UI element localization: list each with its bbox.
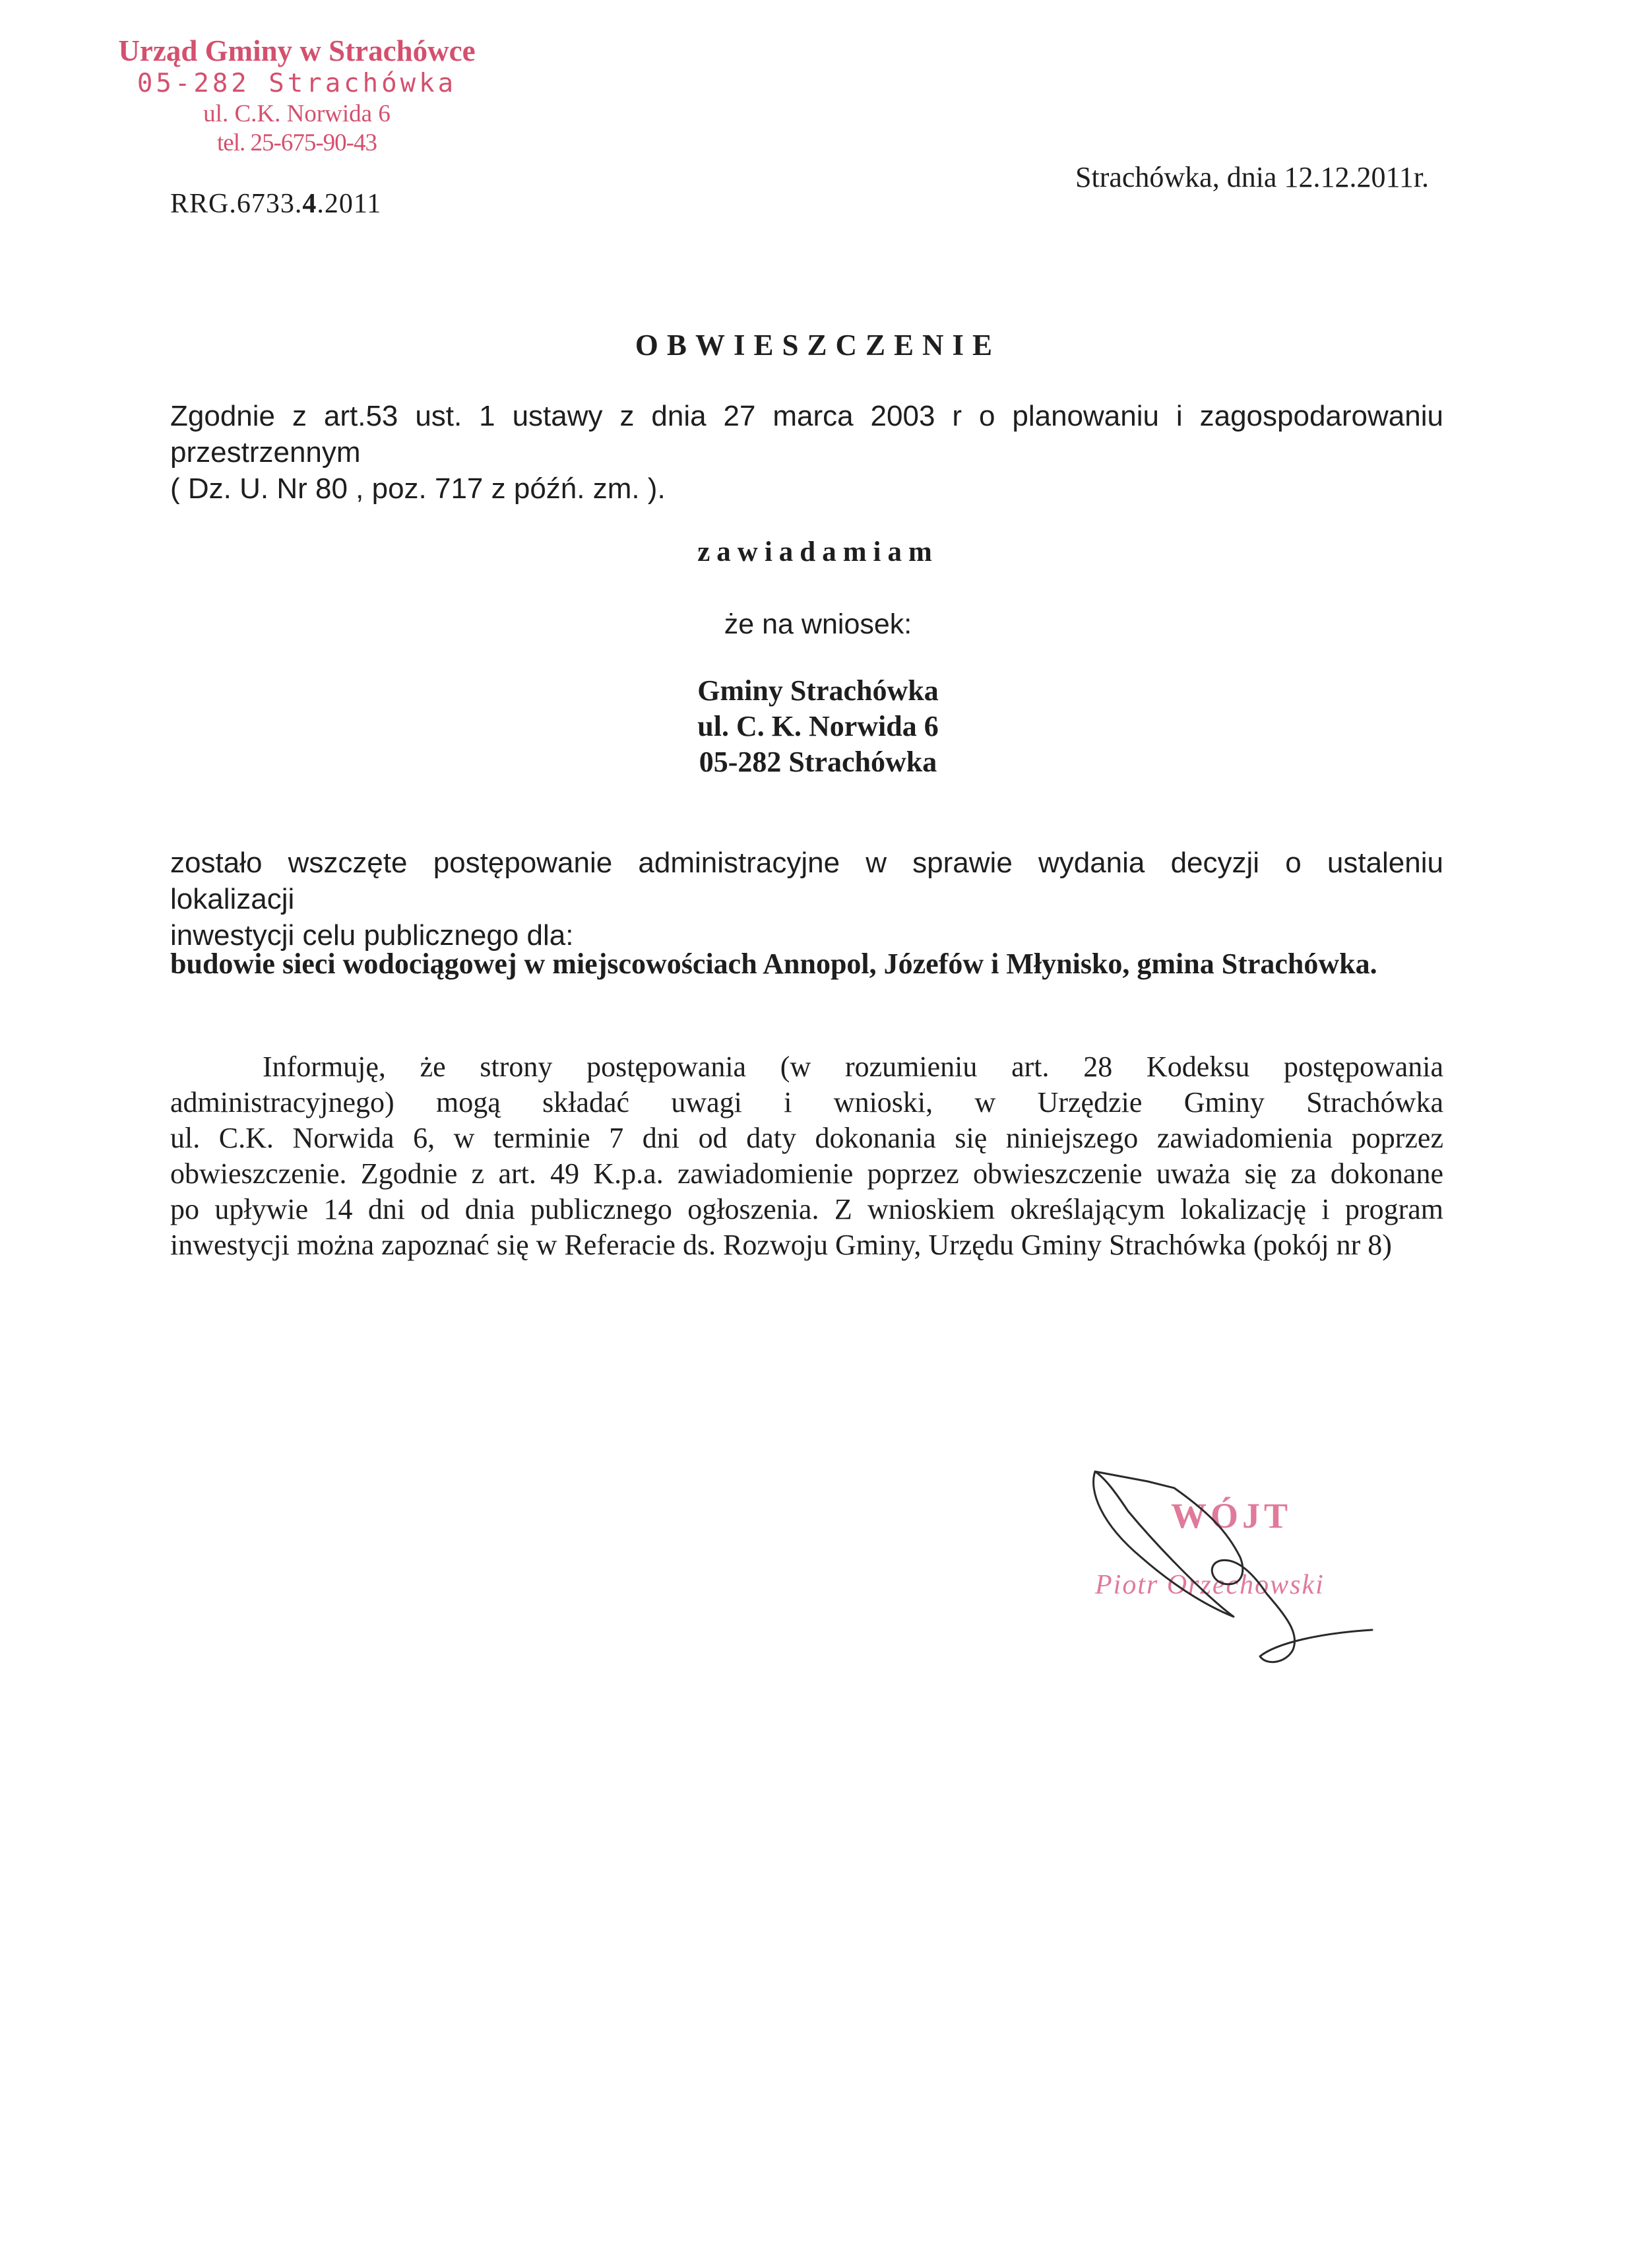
info-line-5: po upływie 14 dni od dnia publicznego ogłoszenia. Z wnioskiem określającym lokalizację i program <box>170 1193 1443 1225</box>
signature-title: WÓJT <box>1171 1496 1292 1536</box>
legal-basis-line-1: Zgodnie z art.53 ust. 1 ustawy z dnia 27 marca 2003 r o planowaniu i zagospodarowaniu przestrzennym <box>170 400 1443 469</box>
place-and-date: Strachówka, dnia 12.12.2011r. <box>1075 161 1430 193</box>
legal-basis-line-2: ( Dz. U. Nr 80 , poz. 717 z późń. zm. ). <box>170 472 666 505</box>
signature-block <box>1069 1452 1438 1689</box>
stamp-phone: tel. 25-675-90-43 <box>217 129 377 157</box>
proceeding-line-1: zostało wszczęte postępowanie administracyjne w sprawie wydania decyzji o ustaleniu lokalizacji <box>170 847 1443 915</box>
signature-name: Piotr Orzechowski <box>1095 1570 1325 1600</box>
reference-number <box>170 188 381 220</box>
office-stamp <box>106 33 488 158</box>
applicant-address <box>0 673 1636 780</box>
applicant-street: ul. C. K. Norwida 6 <box>697 710 939 742</box>
reference-bold-part: 4 <box>302 189 317 219</box>
information-paragraph <box>170 1049 1443 1263</box>
stamp-postal-code: 05-282 Strachówka <box>137 69 457 98</box>
document-title: OBWIESZCZENIE <box>635 329 1001 362</box>
proceeding-line-2: inwestycji celu publicznego dla: <box>170 919 574 952</box>
proceeding-paragraph <box>170 845 1443 954</box>
investment-subject: budowie sieci wodociągowej w miejscowościach Annopol, Józefów i Młynisko, gmina Strachówka. <box>170 948 1377 980</box>
applicant-name: Gminy Strachówka <box>697 674 939 707</box>
info-line-6: inwestycji można zapoznać się w Referacie ds. Rozwoju Gminy, Urzędu Gminy Strachówka (pokój nr 8) <box>170 1229 1392 1261</box>
stamp-office-name: Urząd Gminy w Strachówce <box>118 34 476 67</box>
info-line-1: Informuję, że strony postępowania (w rozumieniu art. 28 Kodeksu postępowania <box>263 1051 1443 1083</box>
reference-prefix: RRG.6733. <box>170 189 303 219</box>
reference-suffix: .2011 <box>317 189 382 219</box>
signature-graphic <box>1069 1452 1438 1689</box>
info-line-4: obwieszczenie. Zgodnie z art. 49 K.p.a. zawiadomienie poprzez obwieszczenie uważa się za dokonane <box>170 1157 1443 1190</box>
applicant-city: 05-282 Strachówka <box>699 746 937 778</box>
info-line-3: ul. C.K. Norwida 6, w terminie 7 dni od daty dokonania się niniejszego zawiadomienia poprzez <box>170 1122 1443 1154</box>
request-intro: że na wniosek: <box>724 608 912 640</box>
notify-heading: zawiadamiam <box>697 536 939 567</box>
legal-basis <box>170 398 1443 507</box>
stamp-street: ul. C.K. Norwida 6 <box>203 100 391 127</box>
info-line-2: administracyjnego) mogą składać uwagi i wnioski, w Urzędzie Gminy Strachówka <box>170 1086 1443 1118</box>
